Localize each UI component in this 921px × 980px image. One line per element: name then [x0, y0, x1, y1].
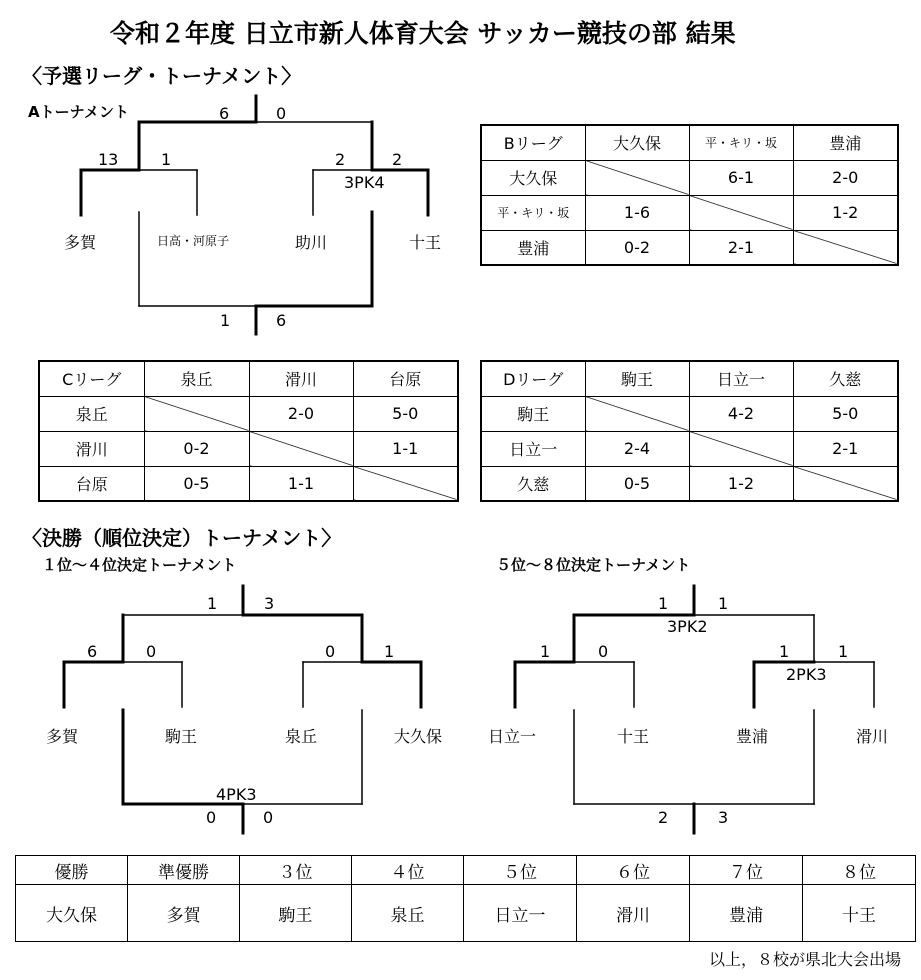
league-d-row-0-name: 駒王 — [481, 396, 585, 431]
league-c-cell: 5-0 — [353, 396, 458, 431]
a-top-score-right: 0 — [276, 104, 287, 123]
league-d-diagonal-cell — [585, 396, 689, 431]
f58-bottom-score-right: 3 — [718, 808, 729, 827]
rank-team: 駒王 — [240, 885, 352, 942]
f14-bottom-score-right: 0 — [263, 808, 274, 827]
f58-team-1: 日立一 — [488, 727, 537, 746]
rank-header: ５位 — [464, 856, 577, 885]
league-c-cell: 0-2 — [144, 431, 249, 466]
f58-right-pk: 2PK3 — [786, 665, 827, 684]
rank-team: 十王 — [803, 885, 916, 942]
a-right-score-1: 2 — [335, 150, 346, 169]
rank-team: 多賀 — [128, 885, 240, 942]
league-c-row-2-name: 台原 — [39, 466, 144, 501]
f58-team-2: 十王 — [617, 727, 650, 746]
league-b-diagonal-cell — [689, 195, 793, 230]
league-c-cell: 2-0 — [249, 396, 353, 431]
a-right-pk: 3PK4 — [344, 173, 385, 192]
league-d-diagonal-cell — [793, 466, 898, 501]
f14-right-score-1: 0 — [325, 642, 336, 661]
league-d-row-2-name: 久慈 — [481, 466, 585, 501]
league-c-header-2: 滑川 — [249, 361, 353, 396]
footer-note: 以上，８校が県北大会出場 — [708, 950, 901, 969]
rank-header: ６位 — [577, 856, 690, 885]
rank-team: 泉丘 — [352, 885, 464, 942]
league-b-table — [480, 124, 899, 266]
rank-header: 準優勝 — [128, 856, 240, 885]
a-left-score-2: 1 — [161, 150, 172, 169]
league-b-cell: 6-1 — [689, 160, 793, 195]
league-b-cell: 2-1 — [689, 230, 793, 265]
league-c-header-1: 泉丘 — [144, 361, 249, 396]
league-b-row-2-name: 豊浦 — [481, 230, 585, 265]
league-b-cell: 1-2 — [793, 195, 898, 230]
league-d-cell: 4-2 — [689, 396, 793, 431]
a-team-1: 多賀 — [64, 233, 97, 252]
rank-header: ４位 — [352, 856, 464, 885]
league-c-cell: 1-1 — [249, 466, 353, 501]
league-d-row-1-name: 日立一 — [481, 431, 585, 466]
rank-header: 優勝 — [16, 856, 128, 885]
league-b-header-3: 豊浦 — [793, 125, 898, 160]
a-bottom-score-left: 1 — [220, 311, 231, 330]
league-d-cell: 2-4 — [585, 431, 689, 466]
f58-left-score-2: 0 — [598, 642, 609, 661]
a-team-3: 助川 — [295, 233, 328, 252]
a-tournament-label: Aトーナメント — [28, 103, 130, 121]
league-c-table — [38, 360, 459, 502]
f14-left-score-1: 6 — [87, 642, 98, 661]
league-c-row-1-name: 滑川 — [39, 431, 144, 466]
a-team-4: 十王 — [409, 233, 442, 252]
final-heading: 〈決勝（順位決定）トーナメント〉 — [22, 526, 342, 550]
league-d-cell: 1-2 — [689, 466, 793, 501]
f14-left-score-2: 0 — [146, 642, 157, 661]
league-b-header-2: 平・キリ・坂 — [689, 125, 793, 160]
rank-team: 滑川 — [577, 885, 690, 942]
league-c-diagonal-cell — [144, 396, 249, 431]
rank-header: ８位 — [803, 856, 916, 885]
f58-left-score-1: 1 — [540, 642, 551, 661]
a-bottom-score-right: 6 — [276, 311, 287, 330]
f58-bottom-score-left: 2 — [658, 808, 669, 827]
f58-team-3: 豊浦 — [736, 727, 769, 746]
league-b-header-0: Bリーグ — [481, 125, 585, 160]
page-title: 令和２年度 日立市新人体育大会 サッカー競技の部 結果 — [110, 19, 736, 48]
a-right-score-2: 2 — [392, 150, 403, 169]
league-d-cell: 5-0 — [793, 396, 898, 431]
f14-bottom-pk: 4PK3 — [216, 785, 257, 804]
final-1-4-label: １位～４位決定トーナメント — [42, 556, 237, 574]
league-d-cell: 0-5 — [585, 466, 689, 501]
f14-team-2: 駒王 — [165, 727, 198, 746]
f14-team-4: 大久保 — [394, 727, 443, 746]
league-d-header-0: Dリーグ — [481, 361, 585, 396]
league-b-cell: 2-0 — [793, 160, 898, 195]
league-c-header-0: Cリーグ — [39, 361, 144, 396]
f58-right-score-1: 1 — [779, 642, 790, 661]
league-d-header-3: 久慈 — [793, 361, 898, 396]
a-top-score-left: 6 — [219, 104, 230, 123]
league-d-header-2: 日立一 — [689, 361, 793, 396]
league-d-cell: 2-1 — [793, 431, 898, 466]
prelim-heading: 〈予選リーグ・トーナメント〉 — [22, 64, 302, 88]
f14-right-score-2: 1 — [384, 642, 395, 661]
rank-team: 大久保 — [16, 885, 128, 942]
league-b-cell: 1-6 — [585, 195, 689, 230]
league-d-table — [480, 360, 899, 502]
f58-top-pk: 3PK2 — [667, 617, 708, 636]
f14-bottom-score-left: 0 — [206, 808, 217, 827]
f14-team-3: 泉丘 — [285, 727, 318, 746]
league-b-cell: 0-2 — [585, 230, 689, 265]
f58-top-score-right: 1 — [718, 594, 729, 613]
f58-team-4: 滑川 — [856, 727, 889, 746]
league-c-cell: 0-5 — [144, 466, 249, 501]
league-b-header-1: 大久保 — [585, 125, 689, 160]
league-d-diagonal-cell — [689, 431, 793, 466]
league-c-cell: 1-1 — [353, 431, 458, 466]
league-b-diagonal-cell — [585, 160, 689, 195]
league-d-header-1: 駒王 — [585, 361, 689, 396]
final-results-table — [15, 855, 916, 942]
f58-top-score-left: 1 — [658, 594, 669, 613]
league-c-header-3: 台原 — [353, 361, 458, 396]
f14-team-1: 多賀 — [46, 727, 79, 746]
rank-header: ７位 — [690, 856, 803, 885]
league-b-row-0-name: 大久保 — [481, 160, 585, 195]
rank-team: 豊浦 — [690, 885, 803, 942]
league-c-diagonal-cell — [353, 466, 458, 501]
a-tournament-lines — [81, 96, 428, 334]
a-team-2: 日高・河原子 — [157, 234, 230, 248]
league-b-diagonal-cell — [793, 230, 898, 265]
f58-right-score-2: 1 — [838, 642, 849, 661]
league-b-row-1-name: 平・キリ・坂 — [481, 195, 585, 230]
league-c-row-0-name: 泉丘 — [39, 396, 144, 431]
a-left-score-1: 13 — [98, 150, 119, 169]
rank-header: ３位 — [240, 856, 352, 885]
f14-top-score-left: 1 — [207, 594, 218, 613]
f14-top-score-right: 3 — [264, 594, 275, 613]
league-c-diagonal-cell — [249, 431, 353, 466]
rank-team: 日立一 — [464, 885, 577, 942]
final-5-8-label: ５位～８位決定トーナメント — [496, 556, 691, 574]
